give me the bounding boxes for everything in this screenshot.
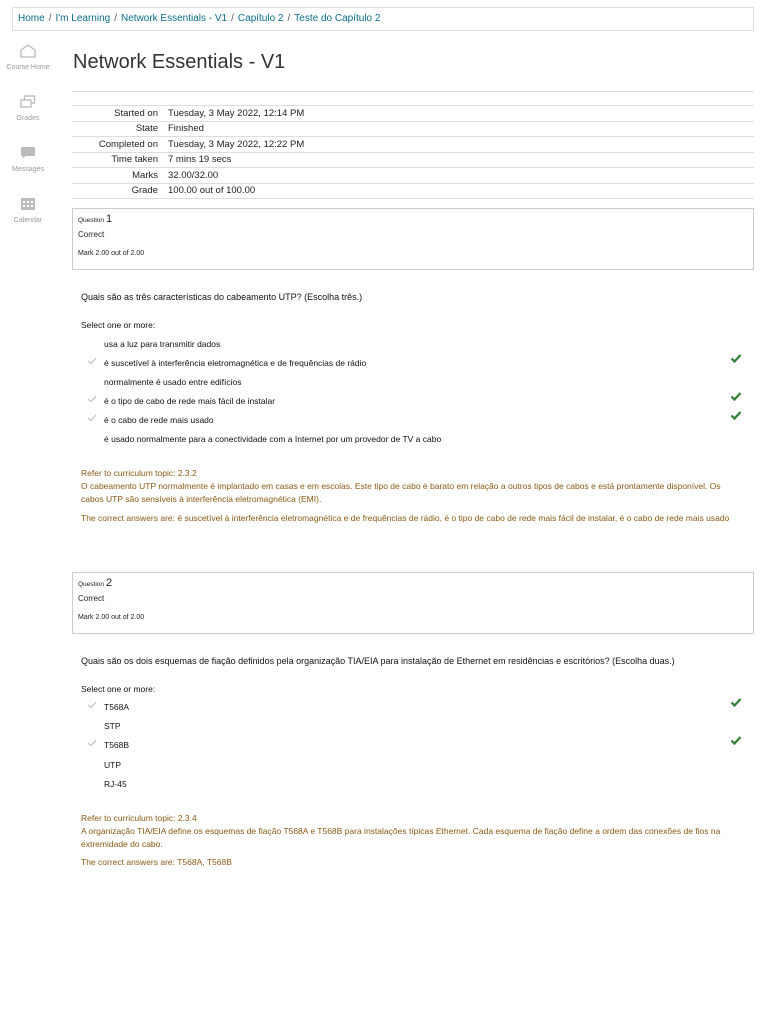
answer-label: é suscetível à interferência eletromagnética e de frequências de rádio <box>104 358 367 368</box>
question-number: Question 2 <box>78 577 113 589</box>
answer-option[interactable] <box>86 412 746 429</box>
grades-icon <box>20 95 36 109</box>
breadcrumb-separator: / <box>287 13 291 24</box>
breadcrumb-chapter[interactable]: Capítulo 2 <box>237 13 284 24</box>
sidebar-item-course-home[interactable] <box>0 44 56 95</box>
breadcrumb-course[interactable]: Network Essentials - V1 <box>120 13 228 24</box>
answer-label: é o cabo de rede mais usado <box>104 415 214 425</box>
summary-row <box>72 137 754 153</box>
question-info-2 <box>72 572 754 634</box>
correct-answers-text: The correct answers are: é suscetível à interferência eletromagnética e de frequências de rádio, é o tipo de cabo de rede mais fácil de instalar, é o cabo de rede mais usado <box>81 513 730 523</box>
answer-label: UTP <box>104 760 121 770</box>
answer-prompt: Select one or more: <box>81 684 156 694</box>
summary-value: Tuesday, 3 May 2022, 12:14 PM <box>168 106 754 122</box>
question-info-1 <box>72 208 754 270</box>
breadcrumb-home[interactable]: Home <box>18 13 45 24</box>
answer-label: RJ-45 <box>104 779 127 789</box>
question-feedback <box>81 467 741 506</box>
question-state: Correct <box>78 230 105 239</box>
sidebar-item-label: Calendar <box>13 217 43 224</box>
answer-label: STP <box>104 721 121 731</box>
answer-option[interactable] <box>86 374 746 391</box>
question-number: Question 1 <box>78 213 113 225</box>
summary-value: 32.00/32.00 <box>168 168 754 184</box>
summary-key: Completed on <box>72 137 168 153</box>
answer-option[interactable] <box>86 355 746 372</box>
curriculum-reference: Refer to curriculum topic: 2.3.4 <box>81 813 197 823</box>
answer-option[interactable] <box>86 699 746 716</box>
answer-option[interactable] <box>86 737 746 754</box>
correct-check-icon <box>730 696 742 708</box>
correct-check-icon <box>730 409 742 421</box>
messages-icon <box>20 146 36 160</box>
answer-option[interactable] <box>86 393 746 410</box>
summary-key: Started on <box>72 106 168 122</box>
feedback-explanation: O cabeamento UTP normalmente é implantado em casas e em escolas. Este tipo de cabo é barato em relação a outros tipos de cabos e está prontamente disponível. Os cabos UTP são sensíveis à interferência eletromagnética (EMI). <box>81 481 721 504</box>
sidebar-item-label: Messages <box>12 166 44 173</box>
answer-label: é o tipo de cabo de rede mais fácil de instalar <box>104 396 276 406</box>
question-state: Correct <box>78 594 105 603</box>
summary-value: 7 mins 19 secs <box>168 152 754 168</box>
curriculum-reference: Refer to curriculum topic: 2.3.2 <box>81 468 197 478</box>
answer-label: T568B <box>104 740 130 750</box>
checkbox-checked-icon[interactable] <box>86 737 98 749</box>
calendar-icon <box>20 197 36 211</box>
summary-row <box>72 168 754 184</box>
summary-value: Finished <box>168 121 754 137</box>
summary-value: 100.00 out of 100.00 <box>168 183 754 199</box>
answer-option[interactable] <box>86 757 746 774</box>
quiz-summary-table <box>72 105 754 199</box>
answer-option[interactable] <box>86 718 746 735</box>
correct-check-icon <box>730 390 742 402</box>
checkbox-checked-icon[interactable] <box>86 699 98 711</box>
course-home-icon <box>20 44 36 58</box>
answer-prompt: Select one or more: <box>81 320 156 330</box>
correct-answers-text: The correct answers are: T568A, T568B <box>81 857 232 867</box>
checkbox-checked-icon[interactable] <box>86 393 98 405</box>
breadcrumb-separator: / <box>48 13 52 24</box>
answer-option[interactable] <box>86 776 746 793</box>
breadcrumb-separator: / <box>231 13 234 24</box>
sidebar-item-calendar[interactable] <box>0 197 56 248</box>
checkbox-checked-icon[interactable] <box>86 412 98 424</box>
summary-key: State <box>72 121 168 137</box>
summary-row <box>72 183 754 199</box>
summary-row <box>72 121 754 137</box>
summary-row <box>72 106 754 122</box>
feedback-explanation: A organização TIA/EIA define os esquemas de fiação T568A e T568B para instalações típicas Ethernet. Cada esquema de fiação define a ordem das conexões de fios na extremidade do cabo. <box>81 826 721 849</box>
summary-key: Grade <box>72 183 168 199</box>
sidebar <box>0 44 56 248</box>
summary-key: Marks <box>72 168 168 184</box>
answer-label: T568A <box>104 702 130 712</box>
answer-option[interactable] <box>86 431 746 448</box>
page-title: Network Essentials - V1 <box>73 51 286 73</box>
question-feedback <box>81 812 741 851</box>
answer-label: usa a luz para transmitir dados <box>104 339 221 349</box>
summary-key: Time taken <box>72 152 168 168</box>
question-text: Quais são as três características do cabeamento UTP? (Escolha três.) <box>81 292 363 302</box>
sidebar-item-messages[interactable] <box>0 146 56 197</box>
breadcrumb-quiz[interactable]: Teste do Capítulo 2 <box>294 13 381 24</box>
correct-check-icon <box>730 734 742 746</box>
summary-value: Tuesday, 3 May 2022, 12:22 PM <box>168 137 754 153</box>
answer-label: é usado normalmente para a conectividade com a Internet por um provedor de TV a cabo <box>104 434 442 444</box>
question-grade: Mark 2.00 out of 2.00 <box>78 614 145 621</box>
breadcrumb <box>12 7 754 31</box>
sidebar-item-grades[interactable] <box>0 95 56 146</box>
sidebar-item-label: Grades <box>16 115 40 122</box>
question-text: Quais são os dois esquemas de fiação definidos pela organização TIA/EIA para instalação de Ethernet em residências e escritórios? (Escolha duas.) <box>81 656 675 666</box>
answer-label: normalmente é usado entre edifícios <box>104 377 242 387</box>
answer-option[interactable] <box>86 336 746 353</box>
question-grade: Mark 2.00 out of 2.00 <box>78 250 145 257</box>
breadcrumb-learning[interactable]: I'm Learning <box>55 13 111 24</box>
checkbox-checked-icon[interactable] <box>86 355 98 367</box>
sidebar-item-label: Course Home <box>6 64 50 71</box>
summary-row <box>72 152 754 168</box>
breadcrumb-separator: / <box>114 13 117 24</box>
title-divider <box>72 91 754 92</box>
correct-check-icon <box>730 352 742 364</box>
